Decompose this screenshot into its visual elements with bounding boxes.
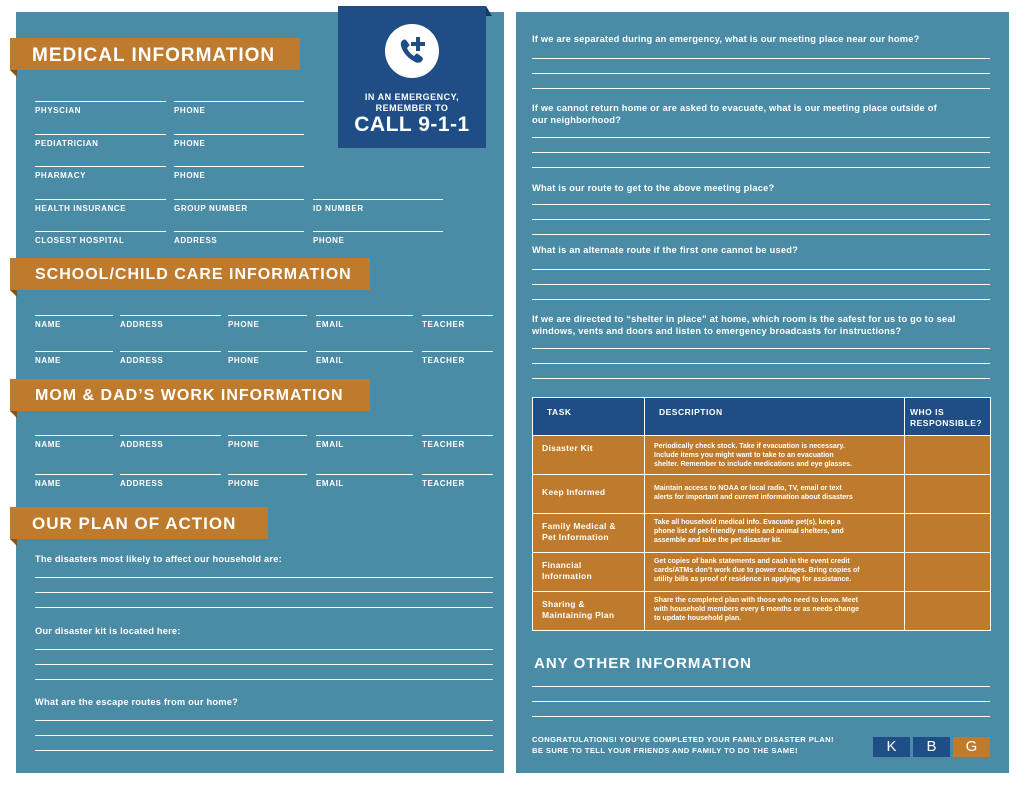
- call-911-text: CALL 9-1-1: [354, 113, 470, 136]
- work-phone-field-2[interactable]: PHONE: [228, 474, 307, 488]
- answer-line[interactable]: [35, 720, 493, 721]
- work-name-field-1[interactable]: NAME: [35, 435, 113, 449]
- task-column-header: TASK: [533, 398, 645, 436]
- task-description: Get copies of bank statements and cash in the event credit cards/ATMs don’t work due to power outages. Bring copies of utility bills as proof of residence in applying for assistance.: [645, 553, 905, 592]
- responsible-cell[interactable]: [905, 436, 991, 475]
- task-description: Take all household medical info. Evacuate pet(s), keep a phone list of pet-friendly motels and animal shelters, and assemble and take the pet disaster kit.: [645, 514, 905, 553]
- description-column-header: DESCRIPTION: [645, 398, 905, 436]
- task-name: Sharing & Maintaining Plan: [533, 592, 645, 631]
- answer-line[interactable]: [532, 152, 990, 153]
- school-phone-field-2[interactable]: PHONE: [228, 351, 307, 365]
- task-name: Disaster Kit: [533, 436, 645, 475]
- answer-line[interactable]: [532, 363, 990, 364]
- task-description: Share the completed plan with those who need to know. Meet with household members every 6 months or as needs change to update household plan.: [645, 592, 905, 631]
- school-child-care-heading: SCHOOL/CHILD CARE INFORMATION: [10, 258, 370, 290]
- answer-line[interactable]: [532, 73, 990, 74]
- pediatrician-field[interactable]: PEDIATRICIAN: [35, 134, 166, 148]
- responsible-column-header: WHO IS RESPONSIBLE?: [905, 398, 991, 436]
- id-number-field[interactable]: ID NUMBER: [313, 199, 443, 213]
- meeting-place-outside-question-line-2: our neighborhood?: [532, 115, 622, 125]
- congratulations-text: CONGRATULATIONS! YOU’VE COMPLETED YOUR FAMILY DISASTER PLAN!: [532, 735, 834, 744]
- answer-line[interactable]: [35, 750, 493, 751]
- work-teacher-field-1[interactable]: TEACHER: [422, 435, 493, 449]
- route-question: What is our route to get to the above meeting place?: [532, 183, 775, 193]
- group-number-field[interactable]: GROUP NUMBER: [174, 199, 304, 213]
- task-description: Maintain access to NOAA or local radio, TV, email or text alerts for important and current information about disasters: [645, 475, 905, 514]
- task-table: [532, 397, 991, 631]
- task-name: Keep Informed: [533, 475, 645, 514]
- pharmacy-phone-field[interactable]: PHONE: [174, 166, 304, 180]
- logo-letter-b: B: [913, 737, 950, 757]
- school-teacher-field-2[interactable]: TEACHER: [422, 351, 493, 365]
- school-teacher-field-1[interactable]: TEACHER: [422, 315, 493, 329]
- emergency-line-2: REMEMBER TO: [375, 103, 449, 113]
- answer-line[interactable]: [35, 577, 493, 578]
- escape-routes-question: What are the escape routes from our home?: [35, 697, 238, 707]
- alternate-route-question: What is an alternate route if the first one cannot be used?: [532, 245, 798, 255]
- answer-line[interactable]: [532, 284, 990, 285]
- responsible-cell[interactable]: [905, 514, 991, 553]
- task-name: Financial Information: [533, 553, 645, 592]
- hospital-address-field[interactable]: ADDRESS: [174, 231, 304, 245]
- responsible-cell[interactable]: [905, 475, 991, 514]
- school-phone-field-1[interactable]: PHONE: [228, 315, 307, 329]
- table-row: [533, 436, 991, 475]
- answer-line[interactable]: [35, 592, 493, 593]
- work-address-field-2[interactable]: ADDRESS: [120, 474, 221, 488]
- emergency-line-1: IN AN EMERGENCY,: [364, 92, 460, 102]
- answer-line[interactable]: [532, 204, 990, 205]
- answer-line[interactable]: [532, 686, 990, 687]
- work-address-field-1[interactable]: ADDRESS: [120, 435, 221, 449]
- school-address-field-1[interactable]: ADDRESS: [120, 315, 221, 329]
- answer-line[interactable]: [532, 269, 990, 270]
- work-phone-field-1[interactable]: PHONE: [228, 435, 307, 449]
- work-email-field-2[interactable]: EMAIL: [316, 474, 413, 488]
- health-insurance-field[interactable]: HEALTH INSURANCE: [35, 199, 166, 213]
- disaster-kit-question: Our disaster kit is located here:: [35, 626, 181, 636]
- answer-line[interactable]: [532, 701, 990, 702]
- work-name-field-2[interactable]: NAME: [35, 474, 113, 488]
- answer-line[interactable]: [532, 137, 990, 138]
- table-row: [533, 553, 991, 592]
- medical-information-heading: MEDICAL INFORMATION: [10, 38, 300, 70]
- pediatrician-phone-field[interactable]: PHONE: [174, 134, 304, 148]
- any-other-information-heading: ANY OTHER INFORMATION: [534, 655, 752, 672]
- answer-line[interactable]: [532, 716, 990, 717]
- answer-line[interactable]: [532, 234, 990, 235]
- physician-field[interactable]: PHYSCIAN: [35, 101, 166, 115]
- answer-line[interactable]: [532, 299, 990, 300]
- answer-line[interactable]: [532, 348, 990, 349]
- logo-letter-g: G: [953, 737, 990, 757]
- responsible-cell[interactable]: [905, 553, 991, 592]
- table-row: [533, 514, 991, 553]
- answer-line[interactable]: [35, 649, 493, 650]
- meeting-place-near-home-question: If we are separated during an emergency, what is our meeting place near our home?: [532, 34, 920, 44]
- plan-of-action-heading: OUR PLAN OF ACTION: [10, 507, 268, 539]
- answer-line[interactable]: [35, 735, 493, 736]
- answer-line[interactable]: [35, 664, 493, 665]
- school-email-field-1[interactable]: EMAIL: [316, 315, 413, 329]
- work-teacher-field-2[interactable]: TEACHER: [422, 474, 493, 488]
- answer-line[interactable]: [532, 88, 990, 89]
- answer-line[interactable]: [532, 219, 990, 220]
- answer-line[interactable]: [532, 58, 990, 59]
- shelter-in-place-question-line-2: windows, vents and doors and listen to emergency broadcasts for instructions?: [532, 326, 902, 336]
- task-table-header: [533, 398, 991, 436]
- school-email-field-2[interactable]: EMAIL: [316, 351, 413, 365]
- task-description: Periodically check stock. Take if evacuation is necessary. Include items you might want to take to an evacuation shelter. Remember to include medications and eye glasses.: [645, 436, 905, 475]
- task-name: Family Medical & Pet Information: [533, 514, 645, 553]
- table-row: [533, 475, 991, 514]
- responsible-cell[interactable]: [905, 592, 991, 631]
- meeting-place-outside-question-line-1: If we cannot return home or are asked to evacuate, what is our meeting place outside of: [532, 103, 937, 113]
- logo-letter-k: K: [873, 737, 910, 757]
- disasters-question: The disasters most likely to affect our household are:: [35, 554, 282, 564]
- answer-line[interactable]: [35, 607, 493, 608]
- work-information-heading: MOM & DAD’S WORK INFORMATION: [10, 379, 370, 411]
- hospital-phone-field[interactable]: PHONE: [313, 231, 443, 245]
- answer-line[interactable]: [532, 167, 990, 168]
- work-email-field-1[interactable]: EMAIL: [316, 435, 413, 449]
- table-row: [533, 592, 991, 631]
- school-name-field-2[interactable]: NAME: [35, 351, 113, 365]
- physician-phone-field[interactable]: PHONE: [174, 101, 304, 115]
- tell-friends-text: BE SURE TO TELL YOUR FRIENDS AND FAMILY TO DO THE SAME!: [532, 746, 798, 755]
- emergency-callout: [338, 6, 486, 148]
- shelter-in-place-question-line-1: If we are directed to “shelter in place” at home, which room is the safest for us to go to seal: [532, 314, 956, 324]
- school-address-field-2[interactable]: ADDRESS: [120, 351, 221, 365]
- phone-plus-icon: [385, 24, 439, 78]
- school-name-field-1[interactable]: NAME: [35, 315, 113, 329]
- pharmacy-field[interactable]: PHARMACY: [35, 166, 166, 180]
- closest-hospital-field[interactable]: CLOSEST HOSPITAL: [35, 231, 166, 245]
- answer-line[interactable]: [532, 378, 990, 379]
- answer-line[interactable]: [35, 679, 493, 680]
